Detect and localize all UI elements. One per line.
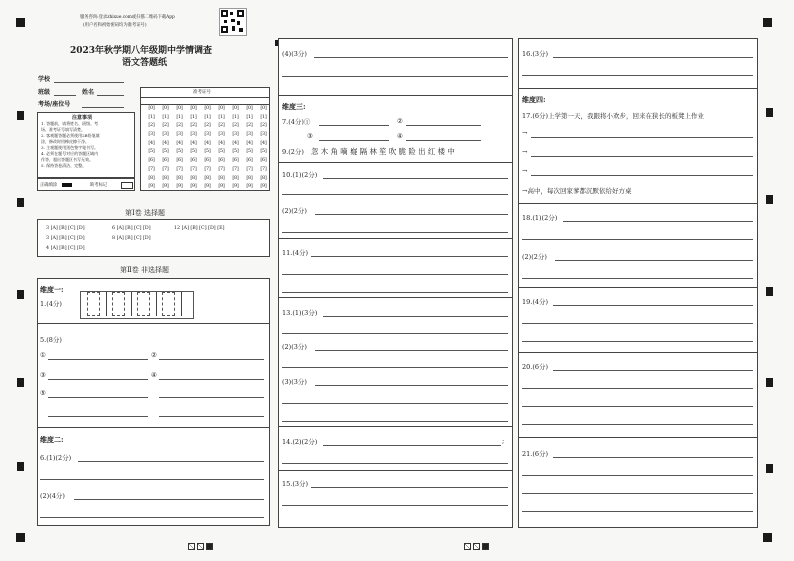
exam-id-digit-bubble[interactable]: [9] [190,184,197,190]
notice-item: 4. 必须在题号对应的答题区域内 [41,151,99,156]
part1-title: 第Ⅰ卷 选择题 [125,209,165,217]
filled-mark-icon [62,183,72,187]
exam-id-digit-bubble[interactable]: [1] [246,114,253,120]
class-field[interactable] [54,95,76,96]
q5-answer-2[interactable] [159,359,264,360]
q20-label: 20.(6分) [522,363,549,371]
choice-item[interactable]: 6 [A] [B] [C] [D] [112,226,151,231]
timing-mark [17,378,24,387]
q16-answer[interactable] [553,57,753,58]
choice-answer-box [37,219,270,257]
exam-id-digit-bubble[interactable]: [7] [218,166,225,172]
timing-mark [766,464,773,473]
exam-id-digit-bubble[interactable]: [3] [162,132,169,138]
q17-arrow-2: → [522,148,528,156]
q6-2-answer[interactable] [74,499,264,500]
exam-id-digit-bubble[interactable]: [4] [190,140,197,146]
q21-answer[interactable] [522,511,753,512]
q7-answer-1[interactable] [319,125,389,126]
choice-item[interactable]: 4 [A] [B] [C] [D] [46,246,85,251]
q11-label: 11.(4分) [282,249,309,257]
timing-mark [766,287,773,296]
exam-id-digit-bubble[interactable]: [7] [204,166,211,172]
q13-3-answer[interactable] [282,403,508,404]
part2-title: 第Ⅱ卷 非选择题 [120,266,169,274]
exam-id-digit-bubble[interactable]: [2] [246,123,253,129]
q21-answer[interactable] [553,457,753,458]
q10-2-answer[interactable] [315,214,508,215]
exam-id-digit-bubble[interactable]: [9] [260,184,267,190]
q11-answer[interactable] [311,256,508,257]
q6-1-answer[interactable] [78,461,264,462]
timing-mark [766,195,773,204]
q17-arrow-1: → [522,129,528,137]
exam-id-digit-bubble[interactable]: [2] [162,123,169,129]
choice-item[interactable]: 12 [A] [B] [C] [D] [E] [174,226,225,231]
q5-circle-1: ① [40,351,46,359]
notice-item: 2. 客观题答题必须使用2B铅笔填 [41,133,100,138]
q5-circle-3: ③ [40,371,46,379]
exam-id-digit-bubble[interactable]: [4] [232,140,239,146]
exam-id-digit-bubble[interactable]: [3] [246,132,253,138]
school-label: 学校 [38,76,51,83]
choice-item[interactable]: 8 [A] [B] [C] [D] [112,236,151,241]
exam-id-column [215,105,228,192]
exam-id-label: 准考证号 [193,90,211,95]
exam-id-digit-bubble[interactable]: [2] [232,123,239,129]
exam-id-digit-bubble[interactable]: [4] [204,140,211,146]
q17-answer-1[interactable] [531,137,753,138]
exam-id-digit-bubble[interactable]: [5] [246,149,253,155]
exam-id-digit-bubble[interactable]: [1] [176,114,183,120]
exam-id-digit-bubble[interactable]: [3] [232,132,239,138]
choice-item[interactable]: 3 [A] [B] [C] [D] [46,236,85,241]
exam-id-column [159,105,172,192]
dimension-3-title: 维度三: [282,102,306,111]
q1-writing-grid[interactable] [80,291,194,319]
q7-answer-4[interactable] [406,140,481,141]
q5-circle-4: ④ [151,371,157,379]
exam-id-digit-bubble[interactable]: [1] [260,114,267,120]
choice-item[interactable]: 3 [A] [B] [C] [D] [46,226,85,231]
timing-mark [17,111,24,120]
exam-id-digit-bubble[interactable]: [5] [176,149,183,155]
notice-item: 3. 主观题使用黑色签字笔书写。 [41,145,99,150]
q5-label: 5.(8分) [40,336,62,344]
q10-2-label: (2)(2分) [282,207,307,215]
page-title: 2023年秋学期八年级期中学情调查 [70,46,213,56]
q9-label: 9.(2分) [282,148,304,156]
room-seat-field[interactable] [82,107,124,108]
exam-id-digit-bubble[interactable]: [2] [204,123,211,129]
q10-2-answer[interactable] [282,232,508,233]
notice-title: 注意事项 [72,115,93,121]
page-marks-right [464,536,491,555]
exam-id-digit-bubble[interactable]: [7] [162,166,169,172]
q5-answer-3[interactable] [48,379,148,380]
q21-label: 21.(6分) [522,450,549,458]
exam-id-digit-bubble[interactable]: [6] [190,158,197,164]
q5-answer-5[interactable] [48,397,148,398]
q9-characters[interactable]: 忽 木 角 嘀 嶷 隔 林 笙 吹 脆 险 出 红 楼 中 [311,147,455,156]
exam-id-digit-bubble[interactable]: [7] [232,166,239,172]
q19-label: 19.(4分) [522,298,549,306]
exam-id-digit-bubble[interactable]: [6] [232,158,239,164]
q13-2-label: (2)(3分) [282,343,307,351]
q18-2-label: (2)(2分) [522,253,547,261]
room-seat-label: 考场/座位号 [38,101,71,108]
q7-label: 7.(4分)① [282,118,311,126]
q10-1-answer[interactable] [323,178,508,179]
exam-id-digit-bubble[interactable]: [8] [260,175,267,181]
q20-answer[interactable] [522,424,753,425]
exam-id-digit-bubble[interactable]: [2] [218,123,225,129]
q4-label: (4)(3分) [282,50,307,58]
exam-id-digit-bubble[interactable]: [9] [218,184,225,190]
exam-id-digit-bubble[interactable]: [2] [260,123,267,129]
exam-id-grid [140,87,270,191]
q6-1-answer[interactable] [40,479,264,480]
exam-id-digit-bubble[interactable]: [9] [162,184,169,190]
exam-id-digit-bubble[interactable]: [0] [260,106,267,111]
q5-circle-5: ⑤ [40,389,46,397]
q21-answer[interactable] [522,475,753,476]
exam-id-column [243,105,256,192]
exam-id-digit-bubble[interactable]: [9] [232,184,239,190]
q20-answer[interactable] [522,406,753,407]
timing-mark [17,290,24,299]
exam-id-digit-bubble[interactable]: [6] [176,158,183,164]
q17-answer-3[interactable] [531,175,753,176]
q19-answer[interactable] [522,341,753,342]
q21-answer[interactable] [522,493,753,494]
notice-item: 涂，修改时用橡皮擦干净。 [41,139,89,144]
q13-3-answer[interactable] [315,385,508,386]
q18-2-answer[interactable] [555,260,753,261]
exam-id-digit-bubble[interactable]: [1] [190,114,197,120]
q15-label: 15.(3分) [282,480,309,488]
right-answer-panel [518,38,758,528]
exam-id-digit-bubble[interactable]: [4] [148,140,155,146]
exam-id-digit-bubble[interactable]: [6] [148,158,155,164]
q18-1-answer[interactable] [563,221,753,222]
q7-circle-2: ② [397,117,403,125]
exam-id-digit-bubble[interactable]: [2] [148,123,155,129]
exam-id-digit-bubble[interactable]: [3] [176,132,183,138]
q17-answer-2[interactable] [531,156,753,157]
q14-2-answer[interactable] [323,445,501,446]
service-line-2: (用户名和初始密码均为准考证号) [83,23,147,28]
q5-answer-4[interactable] [159,379,264,380]
exam-id-digit-bubble[interactable]: [5] [218,149,225,155]
qr-code [219,8,247,36]
exam-id-digit-bubble[interactable]: [3] [218,132,225,138]
exam-id-digit-bubble[interactable]: [3] [190,132,197,138]
q18-1-answer[interactable] [522,239,753,240]
registration-mark [16,18,25,27]
q15-answer[interactable] [282,505,508,506]
exam-id-digit-bubble[interactable]: [3] [148,132,155,138]
exam-id-column [145,105,158,192]
timing-mark [17,462,24,471]
q11-answer[interactable] [282,274,508,275]
exam-id-column [173,105,186,192]
school-field[interactable] [54,82,124,83]
dimension-1-title: 维度一: [40,285,64,294]
notice-item: 5. 保持答卷清洁、完整。 [41,163,87,168]
exam-id-digit-bubble[interactable]: [5] [204,149,211,155]
q4-answer[interactable] [282,76,508,77]
registration-mark [763,533,772,542]
exam-id-digit-bubble[interactable]: [3] [204,132,211,138]
q13-3-answer[interactable] [282,421,508,422]
exam-id-digit-bubble[interactable]: [8] [204,175,211,181]
exam-id-digit-bubble[interactable]: [0] [176,106,183,111]
exam-id-digit-bubble[interactable]: [9] [148,184,155,190]
exam-id-digit-bubble[interactable]: [8] [190,175,197,181]
exam-id-digit-bubble[interactable]: [7] [246,166,253,172]
q6-1-label: 6.(1)(2分) [40,454,72,462]
q6-2-answer[interactable] [40,517,264,518]
name-label: 姓名 [82,89,95,96]
q14-2-semicolon: ; [502,437,505,445]
exam-id-digit-bubble[interactable]: [5] [148,149,155,155]
q20-answer[interactable] [553,370,753,371]
q13-3-label: (3)(3分) [282,378,307,386]
exam-id-digit-bubble[interactable]: [8] [246,175,253,181]
q14-2-label: 14.(2)(2分) [282,438,318,446]
correct-fill-label: 正确填涂 [40,183,58,188]
q11-answer[interactable] [282,292,508,293]
q7-circle-3: ③ [307,132,313,140]
exam-id-digit-bubble[interactable]: [4] [162,140,169,146]
exam-id-digit-bubble[interactable]: [4] [260,140,267,146]
exam-id-digit-bubble[interactable]: [2] [190,123,197,129]
q5-answer-1[interactable] [48,359,148,360]
exam-id-digit-bubble[interactable]: [9] [204,184,211,190]
exam-id-digit-bubble[interactable]: [0] [204,106,211,111]
q16-answer[interactable] [522,75,753,76]
q5-circle-2: ② [151,351,157,359]
exam-id-digit-bubble[interactable]: [4] [218,140,225,146]
exam-id-digit-bubble[interactable]: [0] [232,106,239,111]
exam-id-digit-bubble[interactable]: [2] [176,123,183,129]
q20-answer[interactable] [522,388,753,389]
q5-answer-6[interactable] [48,416,148,417]
q19-answer[interactable] [522,323,753,324]
notice-item: 作答，超出答题区书写无效。 [41,157,93,162]
exam-id-digit-bubble[interactable]: [5] [232,149,239,155]
q17-prompt: 17.(6分)上学第一天，我跟将小欢步，回来在狭长的板凳上作业 [522,112,705,120]
exam-id-digit-bubble[interactable]: [6] [204,158,211,164]
exam-id-digit-bubble[interactable]: [3] [260,132,267,138]
exam-id-digit-bubble[interactable]: [1] [218,114,225,120]
exam-id-column [201,105,214,192]
q6-2-label: (2)(4分) [40,492,65,500]
registration-mark [763,18,772,27]
exam-id-column [229,105,242,192]
exam-id-digit-bubble[interactable]: [1] [162,114,169,120]
exam-id-digit-bubble[interactable]: [0] [246,106,253,111]
q5-answer-6b[interactable] [159,416,264,417]
exam-id-digit-bubble[interactable]: [4] [246,140,253,146]
exam-id-digit-bubble[interactable]: [6] [246,158,253,164]
exam-id-digit-bubble[interactable]: [9] [246,184,253,190]
fill-mark-legend [37,178,135,191]
dimension-4-title: 维度四: [522,95,546,104]
q4-answer[interactable] [314,57,508,58]
exam-id-digit-bubble[interactable]: [1] [204,114,211,120]
dimension-2-title: 维度二: [40,435,64,444]
q1-label: 1.(4分) [40,300,62,308]
exam-id-digit-bubble[interactable]: [5] [162,149,169,155]
exam-id-digit-bubble[interactable]: [0] [148,106,155,111]
q13-1-answer[interactable] [282,333,508,334]
exam-id-digit-bubble[interactable]: [7] [176,166,183,172]
q7-circle-4: ④ [397,132,403,140]
absent-mark-label: 缺考标记 [90,183,108,188]
left-answer-panel [37,278,270,526]
page-subtitle: 语文答题纸 [122,58,168,68]
notice-item: 1. 答题前，请将姓名、班级、考 [41,121,99,126]
notice-item: 场、准考证号填写清楚。 [41,127,85,132]
timing-mark [17,198,24,207]
q7-answer-2[interactable] [406,125,481,126]
timing-mark [766,108,773,117]
page-marks-left [188,536,215,555]
exam-id-digit-bubble[interactable]: [1] [232,114,239,120]
exam-id-digit-bubble[interactable]: [6] [260,158,267,164]
exam-id-digit-bubble[interactable]: [8] [148,175,155,181]
exam-id-digit-bubble[interactable]: [5] [260,149,267,155]
exam-id-digit-bubble[interactable]: [9] [176,184,183,190]
q18-1-label: 18.(1)(2分) [522,214,558,222]
service-line-1: 服务咨询:登录zhixue.com或扫描二维码下载App [80,15,175,20]
q5-answer-5b[interactable] [159,397,264,398]
timing-mark [766,378,773,387]
exam-id-digit-bubble[interactable]: [7] [190,166,197,172]
q10-1-label: 10.(1)(2分) [282,171,318,179]
exam-id-digit-bubble[interactable]: [0] [162,106,169,111]
absent-mark-checkbox[interactable] [121,182,133,189]
exam-id-digit-bubble[interactable]: [1] [148,114,155,120]
exam-id-digit-bubble[interactable]: [8] [162,175,169,181]
exam-id-digit-bubble[interactable]: [8] [218,175,225,181]
q10-1-answer[interactable] [282,194,508,195]
q13-2-answer[interactable] [315,350,508,351]
exam-id-digit-bubble[interactable]: [6] [162,158,169,164]
q18-2-answer[interactable] [522,278,753,279]
exam-id-digit-bubble[interactable]: [8] [176,175,183,181]
q13-2-answer[interactable] [282,367,508,368]
registration-mark [16,533,25,542]
exam-id-digit-bubble[interactable]: [7] [260,166,267,172]
q17-ending: →高中，每次回家爹都沉默依给好方桌 [522,187,632,195]
q16-label: 16.(3分) [522,50,549,58]
exam-id-digit-bubble[interactable]: [0] [190,106,197,111]
q13-1-answer[interactable] [323,316,508,317]
q17-arrow-3: → [522,167,528,175]
exam-id-digit-bubble[interactable]: [4] [176,140,183,146]
q13-1-label: 13.(1)(3分) [282,309,318,317]
notice-box [37,112,135,178]
exam-id-digit-bubble[interactable]: [0] [218,106,225,111]
name-field[interactable] [97,95,124,96]
exam-id-digit-bubble[interactable]: [5] [190,149,197,155]
exam-id-digit-bubble[interactable]: [8] [232,175,239,181]
exam-id-column [257,105,270,192]
q15-answer[interactable] [311,487,508,488]
class-label: 班级 [38,89,51,96]
q19-answer[interactable] [553,305,753,306]
exam-id-digit-bubble[interactable]: [6] [218,158,225,164]
q14-2-answer[interactable] [282,463,508,464]
exam-id-column [187,105,200,192]
middle-answer-panel [278,38,513,528]
exam-id-digit-bubble[interactable]: [7] [148,166,155,172]
q7-answer-3[interactable] [319,140,389,141]
